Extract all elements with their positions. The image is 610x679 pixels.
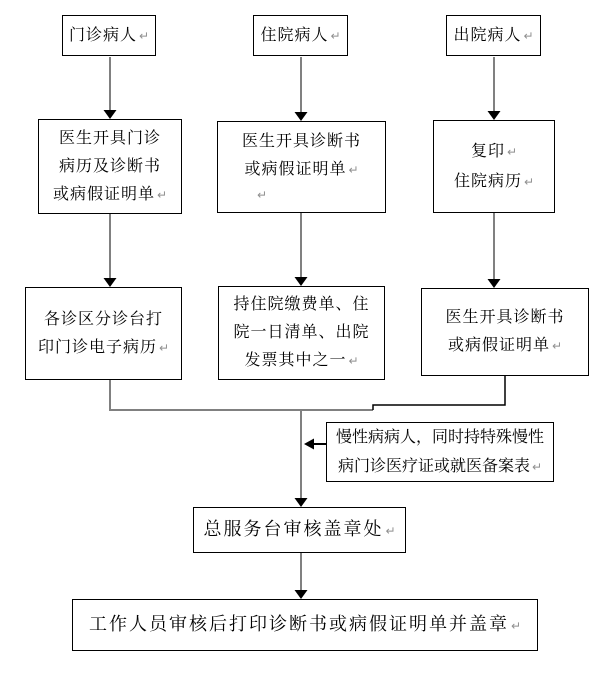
node-copy-record: [433, 120, 555, 213]
node-text: 或病假证明单: [244, 161, 347, 178]
paragraph-mark: ↵: [523, 28, 534, 43]
arrow-outpatient-doctor-to-triage: [104, 214, 117, 287]
node-inpatient: [253, 15, 348, 56]
paragraph-mark: ↵: [385, 524, 396, 538]
node-text: 医生开具诊断书: [241, 133, 361, 150]
node-discharged-doctor-issue: [421, 288, 589, 376]
node-line: [39, 181, 181, 209]
node-service-desk: [193, 507, 406, 553]
paragraph-mark: ↵: [156, 187, 168, 202]
node-text: 病门诊医疗证或就医备案表: [337, 457, 530, 475]
node-text: 或病假证明单: [447, 337, 550, 354]
node-line: [434, 137, 554, 167]
paragraph-mark: ↵: [506, 144, 518, 159]
node-line: [39, 125, 181, 153]
node-line: [63, 22, 155, 50]
paragraph-mark: ↵: [523, 174, 535, 189]
node-text: 医生开具门诊: [58, 129, 161, 147]
paragraph-mark: ↵: [348, 163, 359, 177]
node-hold-document: [218, 286, 385, 380]
elbow-triage-to-merge: [110, 380, 373, 410]
elbow-discharged-doctor-to-merge: [373, 376, 505, 410]
node-text: 工作人员审核后打印诊断书或病假证明单并盖章: [88, 614, 509, 634]
node-staff-stamp: [72, 599, 538, 651]
node-text: 门诊病人: [68, 26, 137, 44]
node-text: 总服务台审核盖章处: [203, 519, 384, 539]
node-line: [447, 22, 540, 50]
node-line: [254, 22, 347, 50]
node-text: 或病假证明单: [52, 185, 155, 203]
node-text: 慢性病病人，同时持特殊慢性: [335, 428, 544, 446]
node-text: 各诊区分诊台打: [43, 310, 163, 328]
node-line: [73, 610, 537, 640]
node-line: [327, 423, 553, 452]
paragraph-mark: ↵: [510, 619, 522, 633]
node-outpatient: [62, 15, 156, 56]
node-text: 出院病人: [453, 26, 522, 44]
node-line: [422, 332, 588, 360]
arrow-merge-to-service-desk: [295, 410, 308, 507]
node-line: [39, 153, 181, 181]
node-line: [422, 304, 588, 332]
paragraph-mark: ↵: [257, 188, 268, 202]
arrow-service-desk-to-staff: [295, 553, 308, 599]
node-triage-print: [25, 287, 182, 380]
node-text: 住院病人: [260, 26, 329, 44]
node-text: 发票其中之一: [244, 352, 347, 369]
node-line: [434, 167, 554, 197]
node-inpatient-doctor-issue: [217, 121, 386, 213]
node-line: [219, 319, 384, 347]
node-line-empty: [218, 184, 385, 206]
arrow-inpatient-doctor-to-hold: [295, 213, 308, 286]
node-text: 印门诊电子病历: [37, 338, 157, 356]
paragraph-mark: ↵: [158, 340, 170, 355]
paragraph-mark: ↵: [138, 28, 150, 43]
node-outpatient-doctor-issue: [38, 119, 182, 214]
paragraph-mark: ↵: [551, 339, 563, 353]
arrow-chronic-note-left: [304, 439, 326, 450]
paragraph-mark: ↵: [531, 459, 543, 474]
node-text: 病历及诊断书: [58, 157, 161, 175]
node-discharged: [446, 15, 541, 56]
arrow-inpatient-down: [295, 57, 308, 121]
node-line: [194, 515, 405, 545]
node-chronic-note: [326, 422, 554, 482]
arrow-copy-to-discharged-doctor: [488, 213, 501, 288]
node-line: [219, 291, 384, 319]
arrow-outpatient-down: [104, 57, 117, 119]
arrow-discharged-down: [488, 57, 501, 120]
node-line: [219, 347, 384, 375]
node-text: 住院病历: [453, 172, 522, 190]
node-line: [327, 452, 553, 482]
node-line: [26, 306, 181, 334]
node-text: 复印: [470, 142, 505, 160]
node-line: [218, 128, 385, 156]
node-text: 持住院缴费单、住: [233, 296, 370, 313]
paragraph-mark: ↵: [348, 354, 359, 368]
node-text: 医生开具诊断书: [445, 309, 565, 326]
node-line: [218, 156, 385, 184]
node-line: [26, 334, 181, 362]
node-text: 院一日清单、出院: [233, 324, 370, 341]
paragraph-mark: ↵: [330, 28, 341, 43]
